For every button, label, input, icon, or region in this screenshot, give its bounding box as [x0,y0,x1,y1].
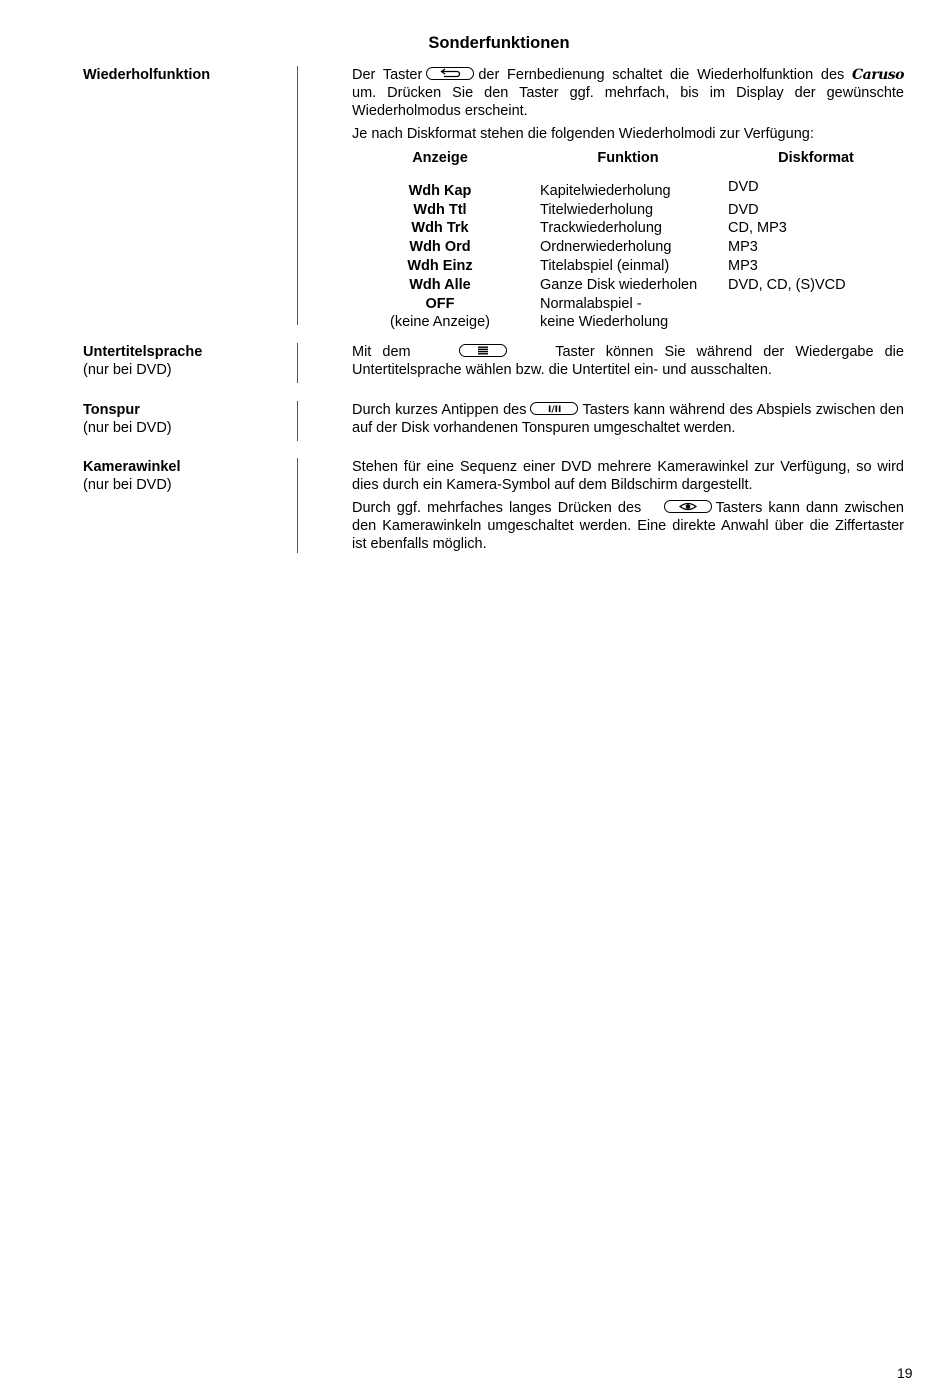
table-cell: CD, MP3 [728,220,787,237]
table-cell: Wdh Kap [408,182,472,199]
section-heading: Tonspur [83,402,140,418]
table-row [352,219,904,238]
section-note: (nur bei DVD) [83,362,172,378]
section-sidebar [83,343,283,379]
table-cell: Normalabspiel - [540,295,642,312]
section-sidebar [83,66,283,84]
table-cell: Titelabspiel (einmal) [540,257,670,274]
table-cell: Kapitelwiederholung [540,182,671,199]
divider-line [297,343,298,383]
table-row [352,276,904,295]
table-cell: Trackwiederholung [540,220,662,237]
divider-line [297,66,298,325]
table-cell [728,295,904,314]
paragraph [352,66,904,120]
table-cell: Wdh Trk [411,220,469,237]
svg-text:I/II: I/II [548,405,562,415]
divider-line [297,458,298,553]
column-header: Anzeige [412,150,468,166]
text: Durch kurzes Antippen des [352,402,527,418]
eye-icon [664,500,712,513]
table-cell: Ordnerwiederholung [540,239,672,256]
text: um. Drücken Sie den Taster ggf. mehrfach, bis im Display der gewünschte Wiederholmodus erscheint. [352,85,904,119]
column-header: Diskformat [778,150,854,166]
text: Durch ggf. mehrfaches langes Drücken des [352,500,642,516]
table-cell: Titelwiederholung [540,201,654,218]
paragraph [352,401,904,437]
paragraph [352,499,904,553]
text: Taster können Sie während der Wiedergabe die Untertitelsprache wählen bzw. die Untertitel ein- und ausschalten. [352,344,904,378]
section-heading: Kamerawinkel [83,459,181,475]
column-header: Funktion [597,150,659,166]
text: Tasters kann während des Abspiels zwischen den auf der Disk vorhandenen Tonspuren umgeschaltet werden. [352,402,904,436]
paragraph [352,343,904,379]
table-cell: Wdh Ord [409,239,471,256]
caruso-logo: Caruso [852,67,904,83]
section-heading: Wiederholfunktion [83,67,211,83]
table-cell: DVD [728,178,759,195]
table-row [352,238,904,257]
section-heading: Untertitelsprache [83,344,203,360]
section-sidebar [83,401,283,437]
table-cell: DVD, CD, (S)VCD [728,276,846,293]
subtitle-icon [459,344,507,357]
section-note: (nur bei DVD) [83,420,172,436]
section-body [352,66,904,332]
section-body [352,343,904,384]
table-cell: Wdh Alle [409,276,471,293]
table-cell: MP3 [728,257,758,274]
table-cell: DVD [728,201,759,218]
repeat-modes-table [352,149,904,332]
section-body [352,458,904,558]
text: Mit dem [352,344,411,360]
table-cell: Wdh Ttl [413,201,467,218]
table-cell: MP3 [728,239,758,256]
return-arrow-icon [426,67,474,80]
table-row [352,178,904,201]
text: Der Taster [352,67,423,83]
table-cell [728,313,904,332]
table-cell: keine Wiederholung [540,314,669,331]
page-number: 19 [897,1365,913,1381]
table-header-row [352,149,904,178]
table-cell: Wdh Einz [407,257,473,274]
table-cell: OFF [425,295,455,312]
section-note: (nur bei DVD) [83,477,172,493]
paragraph: Stehen für eine Sequenz einer DVD mehrere Kamerawinkel zur Verfügung, so wird dies durch ein Kamera-Symbol auf dem Bildschirm dargestellt. [352,459,904,493]
table-cell: Ganze Disk wiederholen [540,276,698,293]
text: Tasters kann dann zwischen den Kamerawinkeln umgeschaltet werden. Eine direkte Anwahl über die Ziffertaster ist ebenfalls möglich. [352,500,904,552]
section-body [352,401,904,442]
page-title: Sonderfunktionen [428,34,570,52]
divider-line [297,401,298,441]
text: der Fernbedienung schaltet die Wiederholfunktion des [478,67,845,83]
paragraph: Je nach Diskformat stehen die folgenden Wiederholmodi zur Verfügung: [352,126,814,142]
table-row [352,295,904,314]
section-sidebar [83,458,283,494]
table-row [352,257,904,276]
table-cell: (keine Anzeige) [390,314,490,331]
audio-track-icon [530,402,578,415]
table-row [352,313,904,332]
table-row [352,201,904,220]
